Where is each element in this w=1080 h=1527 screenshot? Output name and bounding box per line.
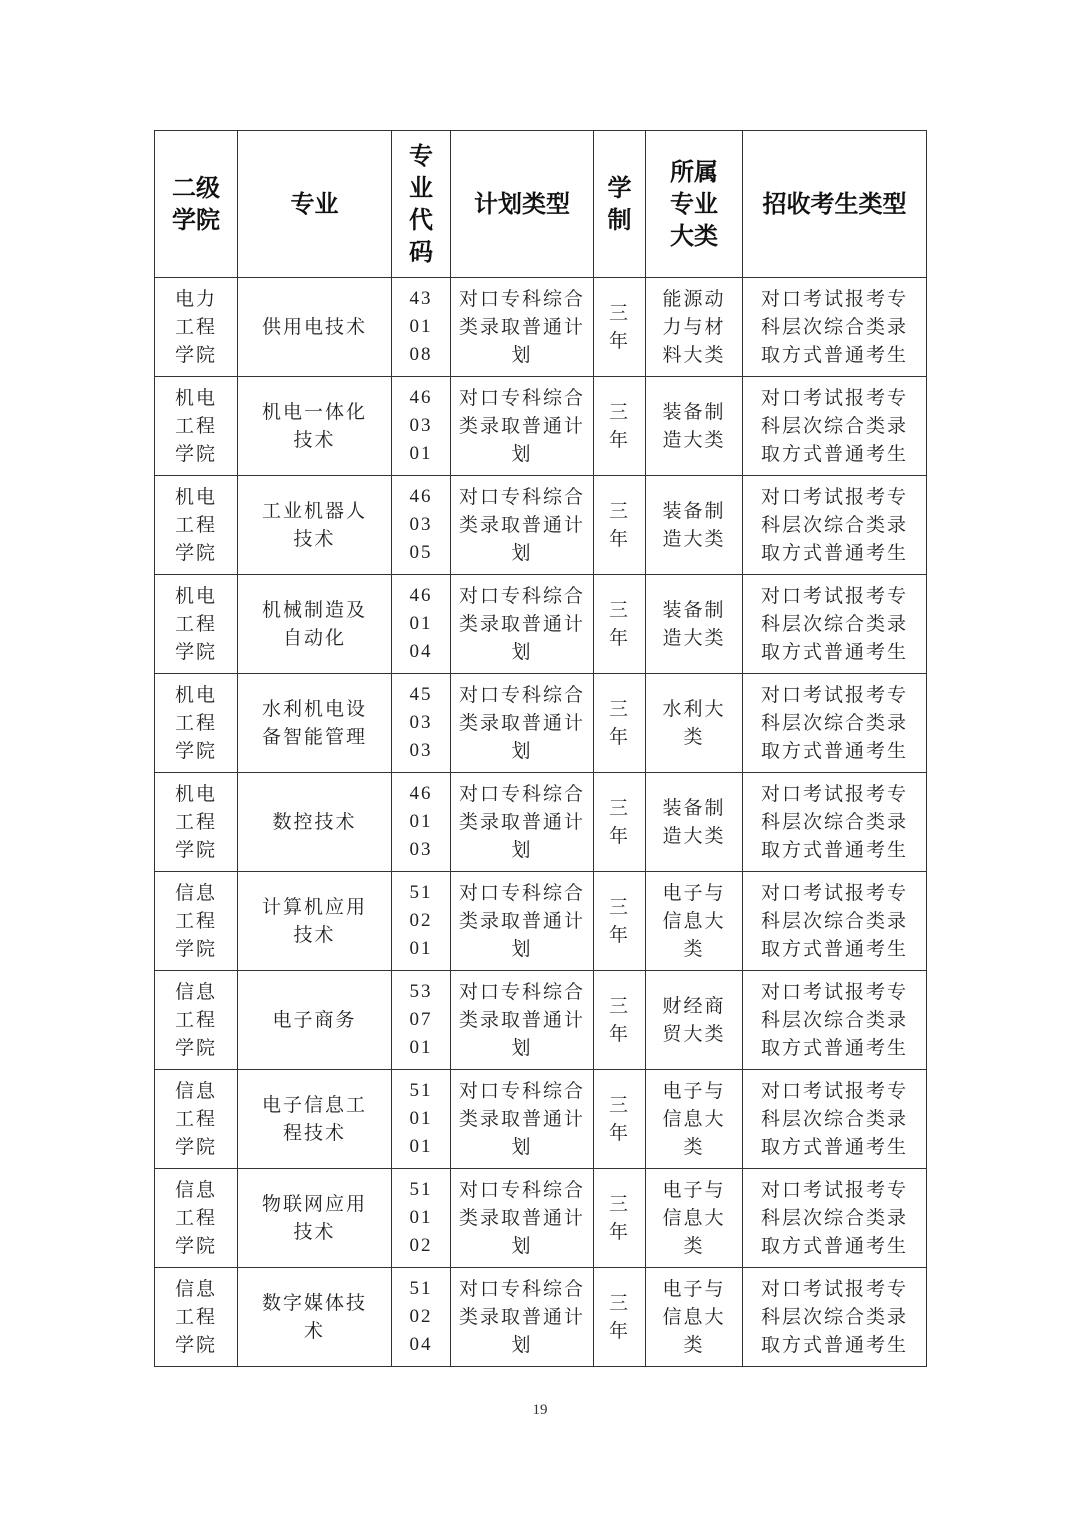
table-row xyxy=(155,575,927,674)
major-code-cell: 510101 xyxy=(392,1070,451,1169)
category-cell: 装备制造大类 xyxy=(646,476,743,575)
table-row xyxy=(155,377,927,476)
table-row xyxy=(155,773,927,872)
header-code: 专业代码 xyxy=(392,131,451,278)
student-type-cell: 对口考试报考专科层次综合类录取方式普通考生 xyxy=(743,674,927,773)
category-cell: 电子与信息大类 xyxy=(646,1070,743,1169)
plan-type-cell: 对口专科综合类录取普通计划 xyxy=(451,278,594,377)
major-code-cell: 510102 xyxy=(392,1169,451,1268)
major-cell: 计算机应用技术 xyxy=(238,872,392,971)
major-code-cell: 530701 xyxy=(392,971,451,1070)
duration-cell: 三年 xyxy=(594,872,646,971)
major-cell: 供用电技术 xyxy=(238,278,392,377)
major-cell: 电子信息工程技术 xyxy=(238,1070,392,1169)
major-cell: 数字媒体技术 xyxy=(238,1268,392,1367)
student-type-cell: 对口考试报考专科层次综合类录取方式普通考生 xyxy=(743,1070,927,1169)
student-type-cell: 对口考试报考专科层次综合类录取方式普通考生 xyxy=(743,773,927,872)
plan-type-cell: 对口专科综合类录取普通计划 xyxy=(451,377,594,476)
duration-cell: 三年 xyxy=(594,1268,646,1367)
table-header-row xyxy=(155,131,927,278)
duration-cell: 三年 xyxy=(594,1070,646,1169)
table-body xyxy=(155,278,927,1367)
table-row xyxy=(155,971,927,1070)
major-cell: 电子商务 xyxy=(238,971,392,1070)
college-cell: 信息工程学院 xyxy=(155,971,238,1070)
major-cell: 机械制造及自动化 xyxy=(238,575,392,674)
header-duration: 学制 xyxy=(594,131,646,278)
table-row xyxy=(155,1169,927,1268)
major-code-cell: 430108 xyxy=(392,278,451,377)
plan-type-cell: 对口专科综合类录取普通计划 xyxy=(451,575,594,674)
category-cell: 电子与信息大类 xyxy=(646,1169,743,1268)
major-code-cell: 510204 xyxy=(392,1268,451,1367)
header-college: 二级学院 xyxy=(155,131,238,278)
major-code-cell: 460103 xyxy=(392,773,451,872)
admissions-table xyxy=(154,130,927,1367)
category-cell: 装备制造大类 xyxy=(646,773,743,872)
plan-type-cell: 对口专科综合类录取普通计划 xyxy=(451,476,594,575)
header-student-type: 招收考生类型 xyxy=(743,131,927,278)
student-type-cell: 对口考试报考专科层次综合类录取方式普通考生 xyxy=(743,1169,927,1268)
category-cell: 能源动力与材料大类 xyxy=(646,278,743,377)
duration-cell: 三年 xyxy=(594,971,646,1070)
college-cell: 电力工程学院 xyxy=(155,278,238,377)
duration-cell: 三年 xyxy=(594,674,646,773)
table-row xyxy=(155,1070,927,1169)
major-code-cell: 510201 xyxy=(392,872,451,971)
table-row xyxy=(155,674,927,773)
plan-type-cell: 对口专科综合类录取普通计划 xyxy=(451,1169,594,1268)
header-major: 专业 xyxy=(238,131,392,278)
category-cell: 电子与信息大类 xyxy=(646,1268,743,1367)
category-cell: 电子与信息大类 xyxy=(646,872,743,971)
major-cell: 水利机电设备智能管理 xyxy=(238,674,392,773)
student-type-cell: 对口考试报考专科层次综合类录取方式普通考生 xyxy=(743,377,927,476)
duration-cell: 三年 xyxy=(594,476,646,575)
duration-cell: 三年 xyxy=(594,1169,646,1268)
major-code-cell: 460301 xyxy=(392,377,451,476)
header-plan-type: 计划类型 xyxy=(451,131,594,278)
student-type-cell: 对口考试报考专科层次综合类录取方式普通考生 xyxy=(743,278,927,377)
college-cell: 机电工程学院 xyxy=(155,377,238,476)
plan-type-cell: 对口专科综合类录取普通计划 xyxy=(451,674,594,773)
student-type-cell: 对口考试报考专科层次综合类录取方式普通考生 xyxy=(743,476,927,575)
college-cell: 信息工程学院 xyxy=(155,1169,238,1268)
category-cell: 水利大类 xyxy=(646,674,743,773)
category-cell: 装备制造大类 xyxy=(646,575,743,674)
college-cell: 信息工程学院 xyxy=(155,1070,238,1169)
plan-type-cell: 对口专科综合类录取普通计划 xyxy=(451,971,594,1070)
college-cell: 机电工程学院 xyxy=(155,476,238,575)
duration-cell: 三年 xyxy=(594,773,646,872)
major-cell: 工业机器人技术 xyxy=(238,476,392,575)
category-cell: 装备制造大类 xyxy=(646,377,743,476)
major-code-cell: 460104 xyxy=(392,575,451,674)
table-row xyxy=(155,872,927,971)
plan-type-cell: 对口专科综合类录取普通计划 xyxy=(451,773,594,872)
major-code-cell: 450303 xyxy=(392,674,451,773)
table-row xyxy=(155,1268,927,1367)
category-cell: 财经商贸大类 xyxy=(646,971,743,1070)
college-cell: 信息工程学院 xyxy=(155,872,238,971)
college-cell: 机电工程学院 xyxy=(155,773,238,872)
duration-cell: 三年 xyxy=(594,575,646,674)
page-number: 19 xyxy=(532,1402,548,1418)
header-category: 所属专业大类 xyxy=(646,131,743,278)
college-cell: 机电工程学院 xyxy=(155,674,238,773)
student-type-cell: 对口考试报考专科层次综合类录取方式普通考生 xyxy=(743,1268,927,1367)
student-type-cell: 对口考试报考专科层次综合类录取方式普通考生 xyxy=(743,872,927,971)
table-row xyxy=(155,476,927,575)
student-type-cell: 对口考试报考专科层次综合类录取方式普通考生 xyxy=(743,971,927,1070)
major-cell: 物联网应用技术 xyxy=(238,1169,392,1268)
table-row xyxy=(155,278,927,377)
plan-type-cell: 对口专科综合类录取普通计划 xyxy=(451,872,594,971)
major-code-cell: 460305 xyxy=(392,476,451,575)
plan-type-cell: 对口专科综合类录取普通计划 xyxy=(451,1070,594,1169)
major-cell: 数控技术 xyxy=(238,773,392,872)
student-type-cell: 对口考试报考专科层次综合类录取方式普通考生 xyxy=(743,575,927,674)
duration-cell: 三年 xyxy=(594,377,646,476)
duration-cell: 三年 xyxy=(594,278,646,377)
major-cell: 机电一体化技术 xyxy=(238,377,392,476)
college-cell: 机电工程学院 xyxy=(155,575,238,674)
college-cell: 信息工程学院 xyxy=(155,1268,238,1367)
plan-type-cell: 对口专科综合类录取普通计划 xyxy=(451,1268,594,1367)
